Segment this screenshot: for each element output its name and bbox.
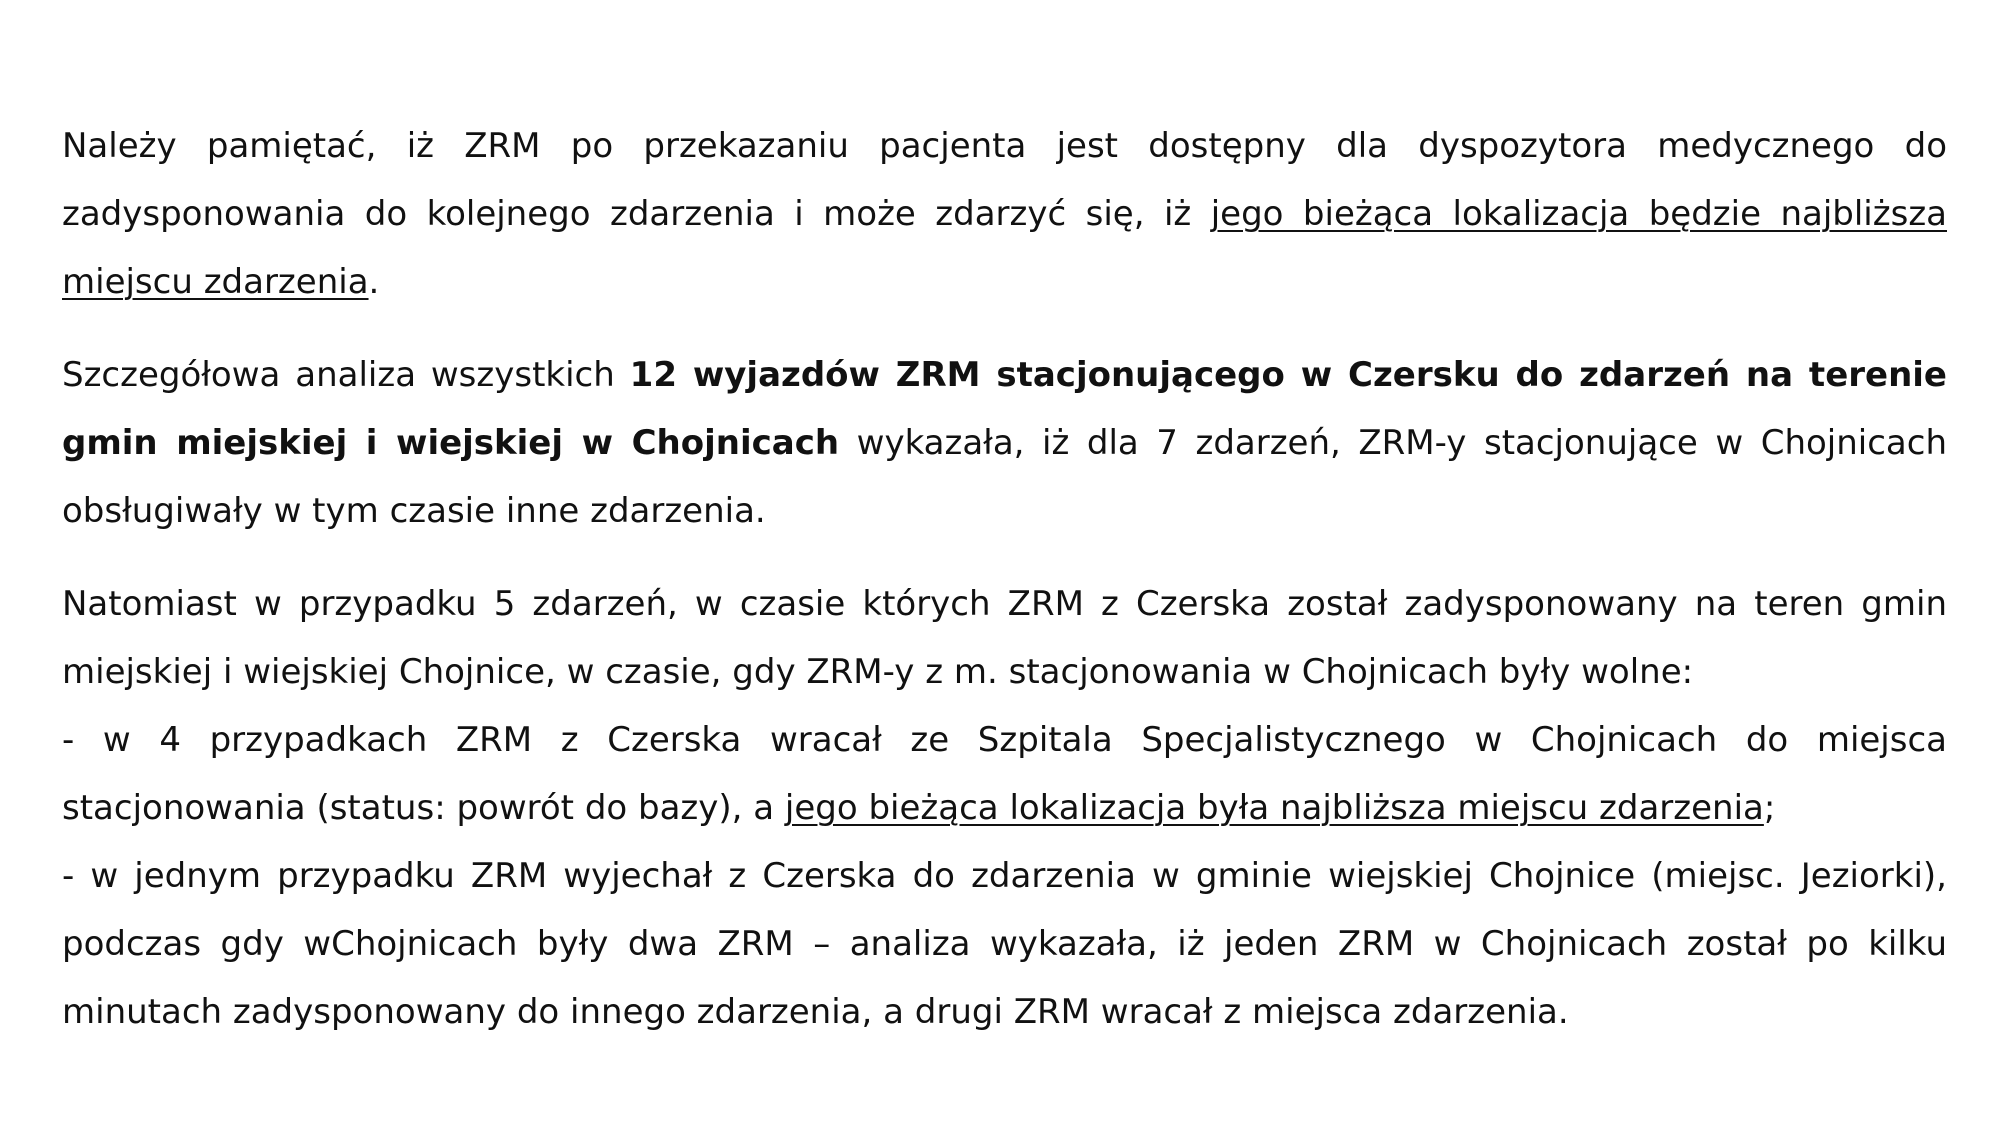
bullet-1-text-a: - w 4 przypadkach ZRM z Czerska wracał ze Szpitala Specjalistycznego w Chojnicach do miejsca stacjonowania (status: powrót do bazy), a [62,720,1947,828]
paragraph-3-bullet-1 [62,706,1947,842]
paragraph-1 [62,112,1947,316]
bullet-1-underlined-text: jego bieżąca lokalizacja była najbliższa miejscu zdarzenia [784,788,1764,828]
paragraph-3-bullet-2: - w jednym przypadku ZRM wyjechał z Czerska do zdarzenia w gminie wiejskiej Chojnice (miejsc. Jeziorki), podczas gdy wChojnicach były dwa ZRM – analiza wykazała, iż jeden ZRM w Chojnicach został po kilku minutach zadysponowany do innego zdarzenia, a drugi ZRM wracał z miejsca zdarzenia. [62,856,1947,1032]
paragraph-2-bold-text: 12 wyjazdów ZRM stacjonującego w Czersku do zdarzeń na terenie gmin miejskiej i wiejskiej w Chojnicach [62,355,1947,463]
paragraph-1-text-a: Należy pamiętać, iż ZRM po przekazaniu pacjenta jest dostępny dla dyspozytora medycznego do zadysponowania do kolejnego zdarzenia i może zdarzyć się, iż [62,126,1947,234]
paragraph-2-text-a: Szczegółowa analiza wszystkich [62,355,630,395]
bullet-1-text-b: ; [1763,788,1776,828]
paragraph-2 [62,341,1947,545]
document-page [62,112,1947,1046]
paragraph-1-underlined-text: jego bieżąca lokalizacja będzie najbliższa miejscu zdarzenia [62,194,1947,302]
paragraph-1-text-b: . [368,262,380,302]
paragraph-2-text-b: wykazała, iż dla 7 zdarzeń, ZRM-y stacjonujące w Chojnicach obsługiwały w tym czasie inne zdarzenia. [62,423,1947,531]
paragraph-3 [62,570,1947,1046]
paragraph-3-intro: Natomiast w przypadku 5 zdarzeń, w czasie których ZRM z Czerska został zadysponowany na teren gmin miejskiej i wiejskiej Chojnice, w czasie, gdy ZRM-y z m. stacjonowania w Chojnicach były wolne: [62,584,1947,692]
